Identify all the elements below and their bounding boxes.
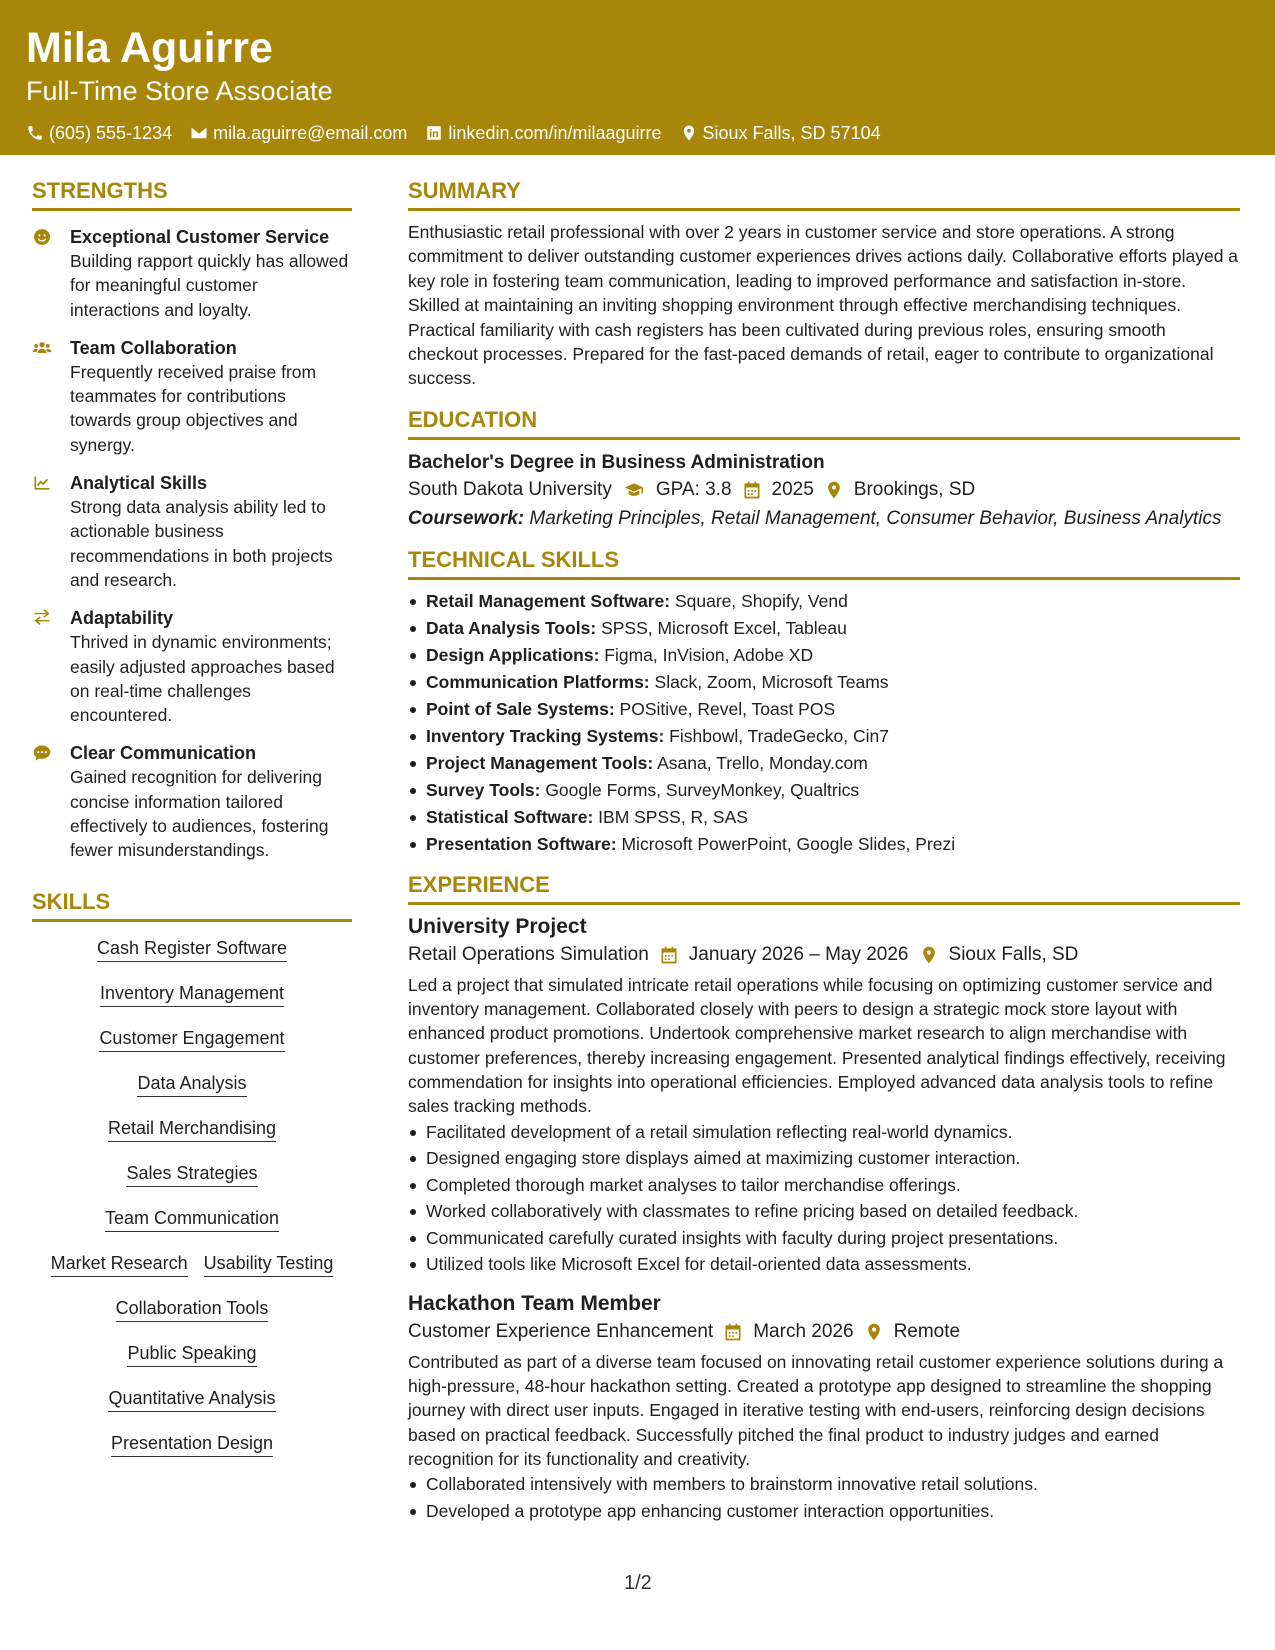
job-title: University Project xyxy=(408,914,587,938)
skill-tag: Inventory Management xyxy=(100,981,284,1007)
skill-tag: Customer Engagement xyxy=(99,1026,284,1052)
candidate-role: Full-Time Store Associate xyxy=(26,76,333,106)
job-bullets xyxy=(408,1471,1240,1524)
skill-tag: Retail Merchandising xyxy=(108,1116,276,1142)
school-location: Brookings, SD xyxy=(853,478,976,500)
linkedin-icon xyxy=(425,124,443,142)
strength-title: Team Collaboration xyxy=(70,337,237,358)
technical-skills-heading: TECHNICAL SKILLS xyxy=(408,545,1240,580)
strength-desc: Thrived in dynamic environments; easily adjusted approaches based on real-time challenges encountered. xyxy=(70,632,335,726)
skill-tag: Presentation Design xyxy=(111,1431,273,1457)
tech-skill-item: Retail Management Software: Square, Shopify, Vend xyxy=(408,588,1240,615)
tech-skill-item: Inventory Tracking Systems: Fishbowl, TradeGecko, Cin7 xyxy=(408,723,1240,750)
tech-skill-item: Survey Tools: Google Forms, SurveyMonkey, Qualtrics xyxy=(408,777,1240,804)
map-marker-icon xyxy=(680,124,698,142)
calendar-icon xyxy=(742,480,762,500)
job-meta xyxy=(408,941,1240,969)
strength-title: Analytical Skills xyxy=(70,473,208,494)
phone-text: (605) 555-1234 xyxy=(49,123,173,143)
job-date: March 2026 xyxy=(753,1320,854,1342)
strength-desc: Strong data analysis ability led to actionable business recommendations in both projects and research. xyxy=(70,497,333,590)
exchange-arrows-icon xyxy=(32,608,52,628)
skill-tag: Market Research xyxy=(51,1251,188,1277)
gpa-text: GPA: 3.8 xyxy=(655,478,732,500)
job-subtitle: Customer Experience Enhancement xyxy=(408,1320,714,1342)
skill-tag: Collaboration Tools xyxy=(116,1296,269,1322)
job-bullet: Completed thorough market analyses to tailor merchandise offerings. xyxy=(408,1172,1240,1199)
skill-tag: Usability Testing xyxy=(204,1251,334,1277)
skills-heading: SKILLS xyxy=(32,887,352,922)
tech-skill-item: Statistical Software: IBM SPSS, R, SAS xyxy=(408,804,1240,831)
job-bullet: Developed a prototype app enhancing customer interaction opportunities. xyxy=(408,1498,1240,1525)
school-name: South Dakota University xyxy=(408,478,612,500)
right-column xyxy=(408,176,1240,1524)
job-description: Led a project that simulated intricate retail operations while focusing on optimizing customer service and inventory management. Collaborated closely with peers to design a strategic mock store layout with enhanced product promotions. Undertook comprehensive market research to align merchandise with customer preferences, thereby increasing engagement. Presented analytical findings effectively, receiving commendation for insights into operational efficiencies. Employed advanced data analysis tools to refine sales tracking methods. xyxy=(408,974,1226,1117)
education-heading: EDUCATION xyxy=(408,405,1240,440)
strength-desc: Building rapport quickly has allowed for meaningful customer interactions and loyalty. xyxy=(70,251,349,320)
contact-bar xyxy=(26,122,1249,144)
tech-skill-item: Point of Sale Systems: POSitive, Revel, Toast POS xyxy=(408,696,1240,723)
skill-tag: Data Analysis xyxy=(137,1071,246,1097)
degree-title: Bachelor's Degree in Business Administration xyxy=(408,451,825,473)
coursework xyxy=(408,506,1240,531)
graduation-year: 2025 xyxy=(771,478,814,500)
education-meta xyxy=(408,476,1240,504)
chart-line-icon xyxy=(32,473,52,493)
skill-tag: Cash Register Software xyxy=(97,936,287,962)
job-location: Remote xyxy=(893,1320,961,1342)
summary-heading: SUMMARY xyxy=(408,176,1240,211)
phone-icon xyxy=(26,124,44,142)
skill-tag: Team Communication xyxy=(105,1206,279,1232)
tech-skill-item: Communication Platforms: Slack, Zoom, Microsoft Teams xyxy=(408,669,1240,696)
calendar-icon xyxy=(723,1322,743,1342)
map-marker-icon xyxy=(919,945,939,965)
job-bullet: Facilitated development of a retail simulation reflecting real-world dynamics. xyxy=(408,1119,1240,1146)
job-description: Contributed as part of a diverse team focused on innovating retail customer experience solutions during a high-pressure, 48-hour hackathon setting. Created a prototype app designed to streamline the shopping journey with direct user inputs. Engaged in iterative testing with end-users, reinforcing design decisions based on practical feedback. Successfully pitched the final product to industry judges and earned recognition for its functionality and creativity. xyxy=(408,1351,1224,1469)
job-bullet: Communicated carefully curated insights with faculty during project presentations. xyxy=(408,1225,1240,1252)
strength-item xyxy=(32,606,352,727)
strength-item xyxy=(32,336,352,457)
linkedin-text[interactable]: linkedin.com/in/milaaguirre xyxy=(448,123,662,143)
email-text[interactable]: mila.aguirre@email.com xyxy=(213,123,408,143)
graduation-cap-icon xyxy=(622,480,646,500)
envelope-icon xyxy=(190,124,208,142)
contact-email[interactable] xyxy=(190,122,407,144)
job-subtitle: Retail Operations Simulation xyxy=(408,943,649,965)
smile-icon xyxy=(32,227,52,247)
job-bullet: Worked collaboratively with classmates to refine pricing based on detailed feedback. xyxy=(408,1198,1240,1225)
candidate-name: Mila Aguirre xyxy=(26,24,273,72)
contact-linkedin[interactable] xyxy=(425,122,661,144)
contact-location xyxy=(680,122,881,144)
page-number: 1/2 xyxy=(624,1572,652,1594)
coursework-label: Coursework: xyxy=(408,507,525,529)
job-meta xyxy=(408,1318,1240,1346)
strengths-heading: STRENGTHS xyxy=(32,176,352,211)
job-bullets xyxy=(408,1119,1240,1278)
experience-entry xyxy=(408,913,1240,1278)
strength-title: Adaptability xyxy=(70,608,174,629)
users-icon xyxy=(32,338,52,358)
skill-tag: Sales Strategies xyxy=(126,1161,257,1187)
skill-tag: Public Speaking xyxy=(127,1341,256,1367)
left-column xyxy=(32,176,352,1457)
job-date: January 2026 – May 2026 xyxy=(688,943,909,965)
job-title: Hackathon Team Member xyxy=(408,1291,661,1315)
location-text: Sioux Falls, SD 57104 xyxy=(702,123,881,143)
map-marker-icon xyxy=(824,480,844,500)
experience-entry xyxy=(408,1290,1240,1524)
coursework-list: Marketing Principles, Retail Management, Consumer Behavior, Business Analytics xyxy=(529,507,1222,529)
strength-item xyxy=(32,225,352,322)
strength-item xyxy=(32,471,352,592)
resume-header xyxy=(0,0,1275,155)
tech-skill-item: Presentation Software: Microsoft PowerPoint, Google Slides, Prezi xyxy=(408,831,1240,858)
strength-desc: Frequently received praise from teammates for contributions towards group objectives and synergy. xyxy=(70,361,317,455)
map-marker-icon xyxy=(864,1322,884,1342)
job-bullet: Designed engaging store displays aimed at maximizing customer interaction. xyxy=(408,1145,1240,1172)
tech-skill-item: Project Management Tools: Asana, Trello, Monday.com xyxy=(408,750,1240,777)
strength-item xyxy=(32,741,352,862)
tech-skill-item: Data Analysis Tools: SPSS, Microsoft Excel, Tableau xyxy=(408,615,1240,642)
job-bullet: Collaborated intensively with members to brainstorm innovative retail solutions. xyxy=(408,1471,1240,1498)
skills-list xyxy=(32,936,352,1457)
job-location: Sioux Falls, SD xyxy=(948,943,1079,965)
strength-title: Exceptional Customer Service xyxy=(70,227,330,247)
technical-skills-list xyxy=(408,588,1240,858)
strength-desc: Gained recognition for delivering concise information tailored effectively to audiences, fostering fewer misunderstandings. xyxy=(70,767,329,861)
job-bullet: Utilized tools like Microsoft Excel for detail-oriented data assessments. xyxy=(408,1251,1240,1278)
skill-tag: Quantitative Analysis xyxy=(108,1386,275,1412)
comment-dots-icon xyxy=(32,743,52,763)
calendar-icon xyxy=(659,945,679,965)
experience-heading: EXPERIENCE xyxy=(408,870,1240,905)
contact-phone xyxy=(26,122,172,144)
summary-text: Enthusiastic retail professional with over 2 years in customer service and store operations. A strong commitment to deliver outstanding customer experiences drives actions daily. Collaborative efforts played a key role in fostering team communication, leading to improved performance and satisfaction in-store. Skilled at maintaining an inviting shopping environment through effective merchandising techniques. Practical familiarity with cash registers has been cultivated during previous roles, ensuring smooth checkout processes. Prepared for the fast-paced demands of retail, eager to contribute to organizational success. xyxy=(408,222,1239,389)
strength-title: Clear Communication xyxy=(70,743,257,764)
tech-skill-item: Design Applications: Figma, InVision, Adobe XD xyxy=(408,642,1240,669)
